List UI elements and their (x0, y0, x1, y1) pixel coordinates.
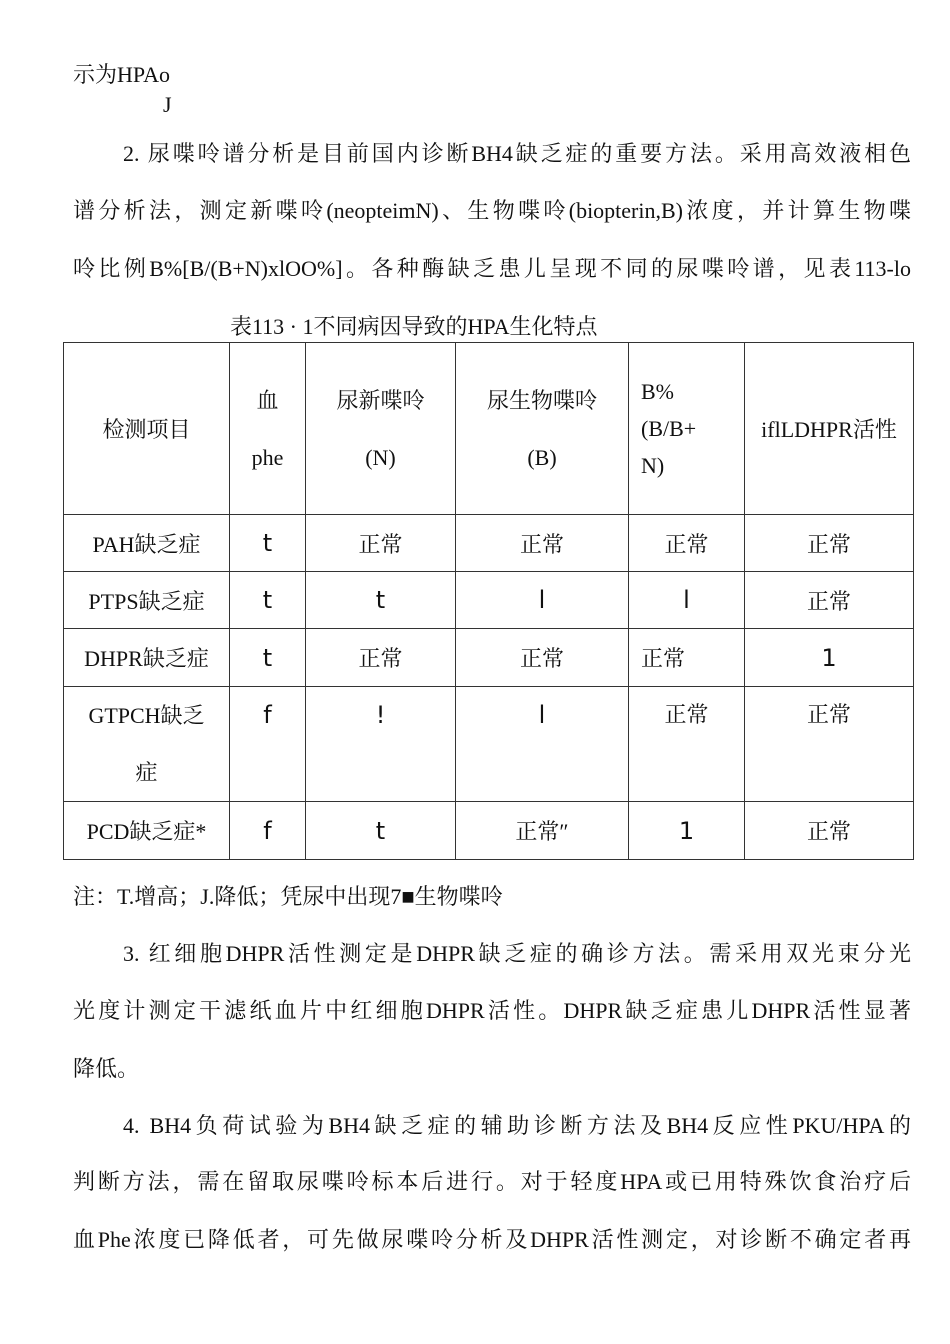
cell-item: PTPS缺乏症 (64, 572, 230, 629)
table-header-row (64, 343, 914, 515)
table-row (64, 515, 914, 572)
cell-dhpr: 正常 (745, 515, 914, 572)
header-phe: 血 phe (230, 343, 306, 515)
cell-n: t (306, 572, 456, 629)
table-caption: 表113 · 1不同病因导致的HPA生化特点 (230, 314, 598, 339)
cell-dhpr: 正常 (745, 572, 914, 629)
para2-line-2: 谱分析法，测定新喋呤(neopteimN)、生物喋呤(biopterin,B)浓度，并计算生物喋 (73, 198, 911, 223)
table-row (64, 802, 914, 860)
table-row (64, 687, 914, 802)
header-b: 尿生物喋呤 (B) (456, 343, 629, 515)
cell-b: 正常 (456, 629, 629, 687)
cell-item: GTPCH缺乏 症 (64, 687, 230, 802)
cell-b: 正常 (456, 515, 629, 572)
cell-b: 正常″ (456, 802, 629, 860)
para3-line-1: 3. 红细胞DHPR活性测定是DHPR缺乏症的确诊方法。需采用双光束分光 (123, 941, 911, 966)
cell-item: PCD缺乏症* (64, 802, 230, 860)
table-row (64, 629, 914, 687)
para4-line-2: 判断方法，需在留取尿喋呤标本后进行。对于轻度HPA或已用特殊饮食治疗后 (73, 1169, 911, 1194)
table-note: 注：T.增高；J.降低；凭尿中出现7■生物喋呤 (73, 884, 503, 909)
cell-n: t (306, 802, 456, 860)
para3-line-2: 光度计测定干滤纸血片中红细胞DHPR活性。DHPR缺乏症患儿DHPR活性显著 (73, 998, 911, 1023)
cell-phe: t (230, 629, 306, 687)
cell-bpct: 正常 (629, 515, 745, 572)
cell-dhpr: 正常 (745, 687, 914, 802)
cell-b: l (456, 572, 629, 629)
cell-n: 正常 (306, 629, 456, 687)
header-item: 检测项目 (64, 343, 230, 515)
cell-dhpr: 1 (745, 629, 914, 687)
cell-phe: f (230, 802, 306, 860)
para2-line-3: 呤比例B%[B/(B+N)xlOO%]。各种酶缺乏患儿呈现不同的尿喋呤谱，见表113-lo (73, 256, 911, 281)
cell-phe: f (230, 687, 306, 802)
header-bpct: B% (B/B+ N) (629, 343, 745, 515)
cell-n: ! (306, 687, 456, 802)
header-dhpr: iflLDHPR活性 (745, 343, 914, 515)
cell-bpct: l (629, 572, 745, 629)
cell-phe: t (230, 572, 306, 629)
hpa-table (63, 342, 914, 860)
para4-line-3: 血Phe浓度已降低者，可先做尿喋呤分析及DHPR活性测定，对诊断不确定者再 (73, 1227, 911, 1252)
intro-line-1: 示为HPAo (73, 62, 170, 87)
cell-item: DHPR缺乏症 (64, 629, 230, 687)
cell-phe: t (230, 515, 306, 572)
header-n: 尿新喋呤 (N) (306, 343, 456, 515)
para4-line-1: 4. BH4负荷试验为BH4缺乏症的辅助诊断方法及BH4反应性PKU/HPA的 (123, 1113, 911, 1138)
cell-bpct: 正常 (629, 687, 745, 802)
para2-line-1: 2. 尿喋呤谱分析是目前国内诊断BH4缺乏症的重要方法。采用高效液相色 (123, 141, 911, 166)
cell-bpct: 正常 (629, 629, 745, 687)
cell-n: 正常 (306, 515, 456, 572)
intro-line-2: J (163, 92, 172, 117)
cell-dhpr: 正常 (745, 802, 914, 860)
para3-line-3: 降低。 (73, 1056, 140, 1081)
table-row (64, 572, 914, 629)
cell-b: l (456, 687, 629, 802)
cell-bpct: 1 (629, 802, 745, 860)
cell-item: PAH缺乏症 (64, 515, 230, 572)
